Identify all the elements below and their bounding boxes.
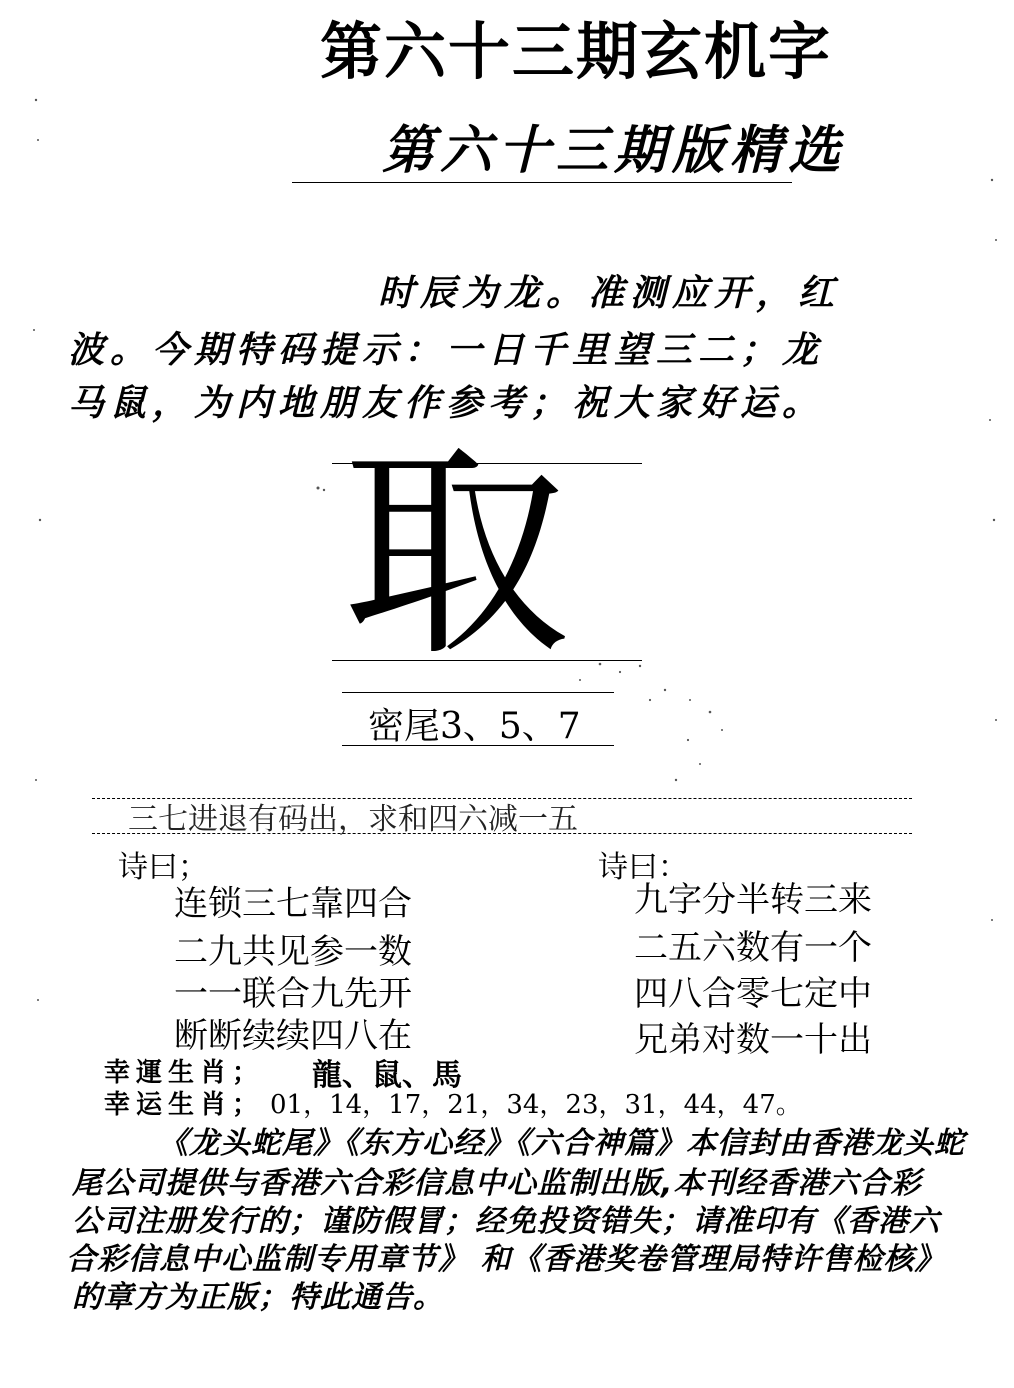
mystery-character: 取 xyxy=(342,421,570,687)
lucky-zodiac-trad-label: 幸運生肖； xyxy=(104,1058,265,1088)
poem-left-line: 断断续续四八在 xyxy=(174,1016,412,1056)
notice-line-5: 的章方为正版；特此通告。 xyxy=(72,1280,444,1315)
riddle-line: 三七进退有码出，求和四六减一五 xyxy=(128,802,578,837)
page-title: 第六十三期玄机字 xyxy=(320,15,833,88)
tail-numbers: 密尾3、5、7 xyxy=(368,706,581,747)
lucky-zodiac-simp-label: 幸运生肖； xyxy=(104,1090,265,1120)
intro-line-2: 波。今期特码提示：一日千里望三二；龙 xyxy=(68,330,825,371)
notice-line-1: 《龙头蛇尾》《东方心经》《六合神篇》本信封由香港龙头蛇 xyxy=(158,1126,965,1161)
intro-line-1: 时辰为龙。准测应开，红 xyxy=(378,273,841,314)
notice-line-3: 公司注册发行的；谨防假冒；经免投资错失；请准印有《香港六 xyxy=(72,1204,940,1239)
poem-left-line: 二九共见参一数 xyxy=(174,932,412,972)
lucky-numbers: 01，14，17，21，34，23，31，44，47。 xyxy=(270,1090,802,1120)
poem-left-heading: 诗曰； xyxy=(118,850,208,885)
poem-right-heading: 诗曰： xyxy=(598,850,688,885)
poem-left-line: 连锁三七靠四合 xyxy=(174,884,412,924)
poem-right-line: 九字分半转三来 xyxy=(634,880,872,920)
poem-right-line: 兄弟对数一十出 xyxy=(634,1020,872,1060)
notice-line-2: 尾公司提供与香港六合彩信息中心监制出版,本刊经香港六合彩 xyxy=(72,1166,922,1201)
intro-line-3: 马鼠，为内地朋友作参考；祝大家好运。 xyxy=(68,383,825,424)
poem-right-line: 四八合零七定中 xyxy=(634,974,872,1014)
poem-right-line: 二五六数有一个 xyxy=(634,928,872,968)
lucky-zodiac-trad-value: 龍、鼠、馬 xyxy=(312,1058,462,1093)
poem-left-line: 一一联合九先开 xyxy=(174,974,412,1014)
notice-line-4: 合彩信息中心监制专用章节》 和《香港奖卷管理局特许售检核》 xyxy=(66,1242,946,1277)
page-subtitle: 第六十三期版精选 xyxy=(382,121,847,181)
